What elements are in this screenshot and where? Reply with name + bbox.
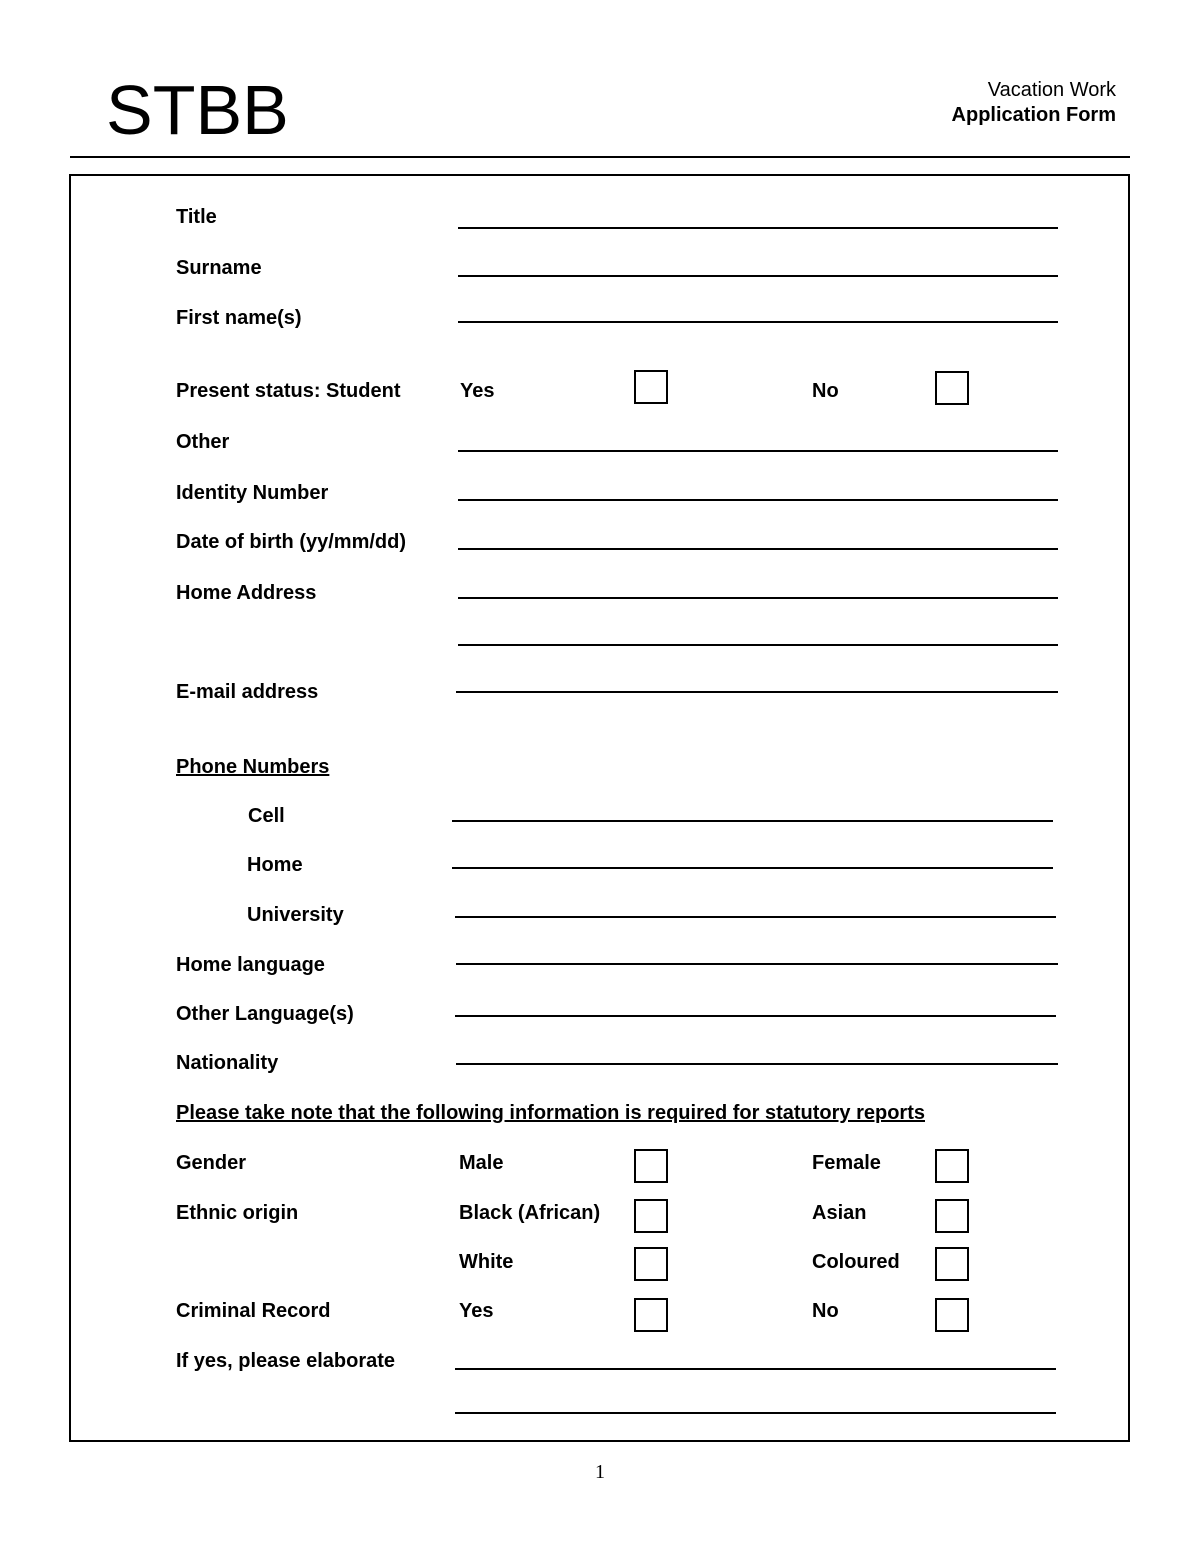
elaborate-label: If yes, please elaborate xyxy=(176,1350,396,1372)
document-title: Vacation Work xyxy=(987,79,1116,101)
other-languages-field[interactable] xyxy=(455,1015,1056,1017)
asian-label: Asian xyxy=(812,1202,867,1224)
identity-number-field[interactable] xyxy=(458,499,1058,501)
female-label: Female xyxy=(812,1152,881,1174)
criminal-yes-label: Yes xyxy=(459,1300,494,1322)
surname-field[interactable] xyxy=(458,275,1058,277)
asian-checkbox[interactable] xyxy=(935,1199,969,1233)
white-checkbox[interactable] xyxy=(634,1247,668,1281)
cell-label: Cell xyxy=(248,805,285,827)
home-phone-field[interactable] xyxy=(452,867,1053,869)
elaborate-field-line-1[interactable] xyxy=(455,1368,1056,1370)
first-names-label: First name(s) xyxy=(176,307,302,329)
application-form xyxy=(69,174,1130,1442)
phone-numbers-heading: Phone Numbers xyxy=(176,756,330,778)
header-divider xyxy=(70,156,1130,158)
title-field[interactable] xyxy=(458,227,1058,229)
date-of-birth-field[interactable] xyxy=(458,548,1058,550)
first-names-field[interactable] xyxy=(458,321,1058,323)
other-field[interactable] xyxy=(458,450,1058,452)
home-phone-label: Home xyxy=(247,854,303,876)
home-language-field[interactable] xyxy=(456,963,1058,965)
statutory-note: Please take note that the following information is required for statutory reports xyxy=(176,1102,925,1124)
female-checkbox[interactable] xyxy=(935,1149,969,1183)
cell-field[interactable] xyxy=(452,820,1053,822)
other-languages-label: Other Language(s) xyxy=(176,1003,354,1025)
home-address-field-line-1[interactable] xyxy=(458,597,1058,599)
nationality-label: Nationality xyxy=(176,1052,279,1074)
title-label: Title xyxy=(176,206,217,228)
logo: STBB xyxy=(106,71,289,149)
identity-number-label: Identity Number xyxy=(176,482,329,504)
elaborate-field-line-2[interactable] xyxy=(455,1412,1056,1414)
black-african-checkbox[interactable] xyxy=(634,1199,668,1233)
criminal-no-checkbox[interactable] xyxy=(935,1298,969,1332)
date-of-birth-label: Date of birth (yy/mm/dd) xyxy=(176,531,407,553)
nationality-field[interactable] xyxy=(456,1063,1058,1065)
other-label: Other xyxy=(176,431,230,453)
document-subtitle: Application Form xyxy=(951,104,1116,126)
ethnic-origin-label: Ethnic origin xyxy=(176,1202,299,1224)
coloured-checkbox[interactable] xyxy=(935,1247,969,1281)
criminal-no-label: No xyxy=(812,1300,839,1322)
criminal-yes-checkbox[interactable] xyxy=(634,1298,668,1332)
home-language-label: Home language xyxy=(176,954,325,976)
page-number: 1 xyxy=(595,1461,605,1483)
white-label: White xyxy=(459,1251,514,1273)
email-label: E-mail address xyxy=(176,681,319,703)
surname-label: Surname xyxy=(176,257,262,279)
gender-label: Gender xyxy=(176,1152,247,1174)
black-african-label: Black (African) xyxy=(459,1202,601,1224)
coloured-label: Coloured xyxy=(812,1251,900,1273)
status-yes-label: Yes xyxy=(460,380,495,402)
university-phone-field[interactable] xyxy=(455,916,1056,918)
male-checkbox[interactable] xyxy=(634,1149,668,1183)
university-phone-label: University xyxy=(247,904,344,926)
email-field[interactable] xyxy=(456,691,1058,693)
home-address-label: Home Address xyxy=(176,582,317,604)
home-address-field-line-2[interactable] xyxy=(458,644,1058,646)
present-status-label: Present status: Student xyxy=(176,380,401,402)
criminal-record-label: Criminal Record xyxy=(176,1300,331,1322)
status-no-checkbox[interactable] xyxy=(935,371,969,405)
status-yes-checkbox[interactable] xyxy=(634,370,668,404)
male-label: Male xyxy=(459,1152,504,1174)
status-no-label: No xyxy=(812,380,839,402)
document-header xyxy=(952,78,1116,128)
